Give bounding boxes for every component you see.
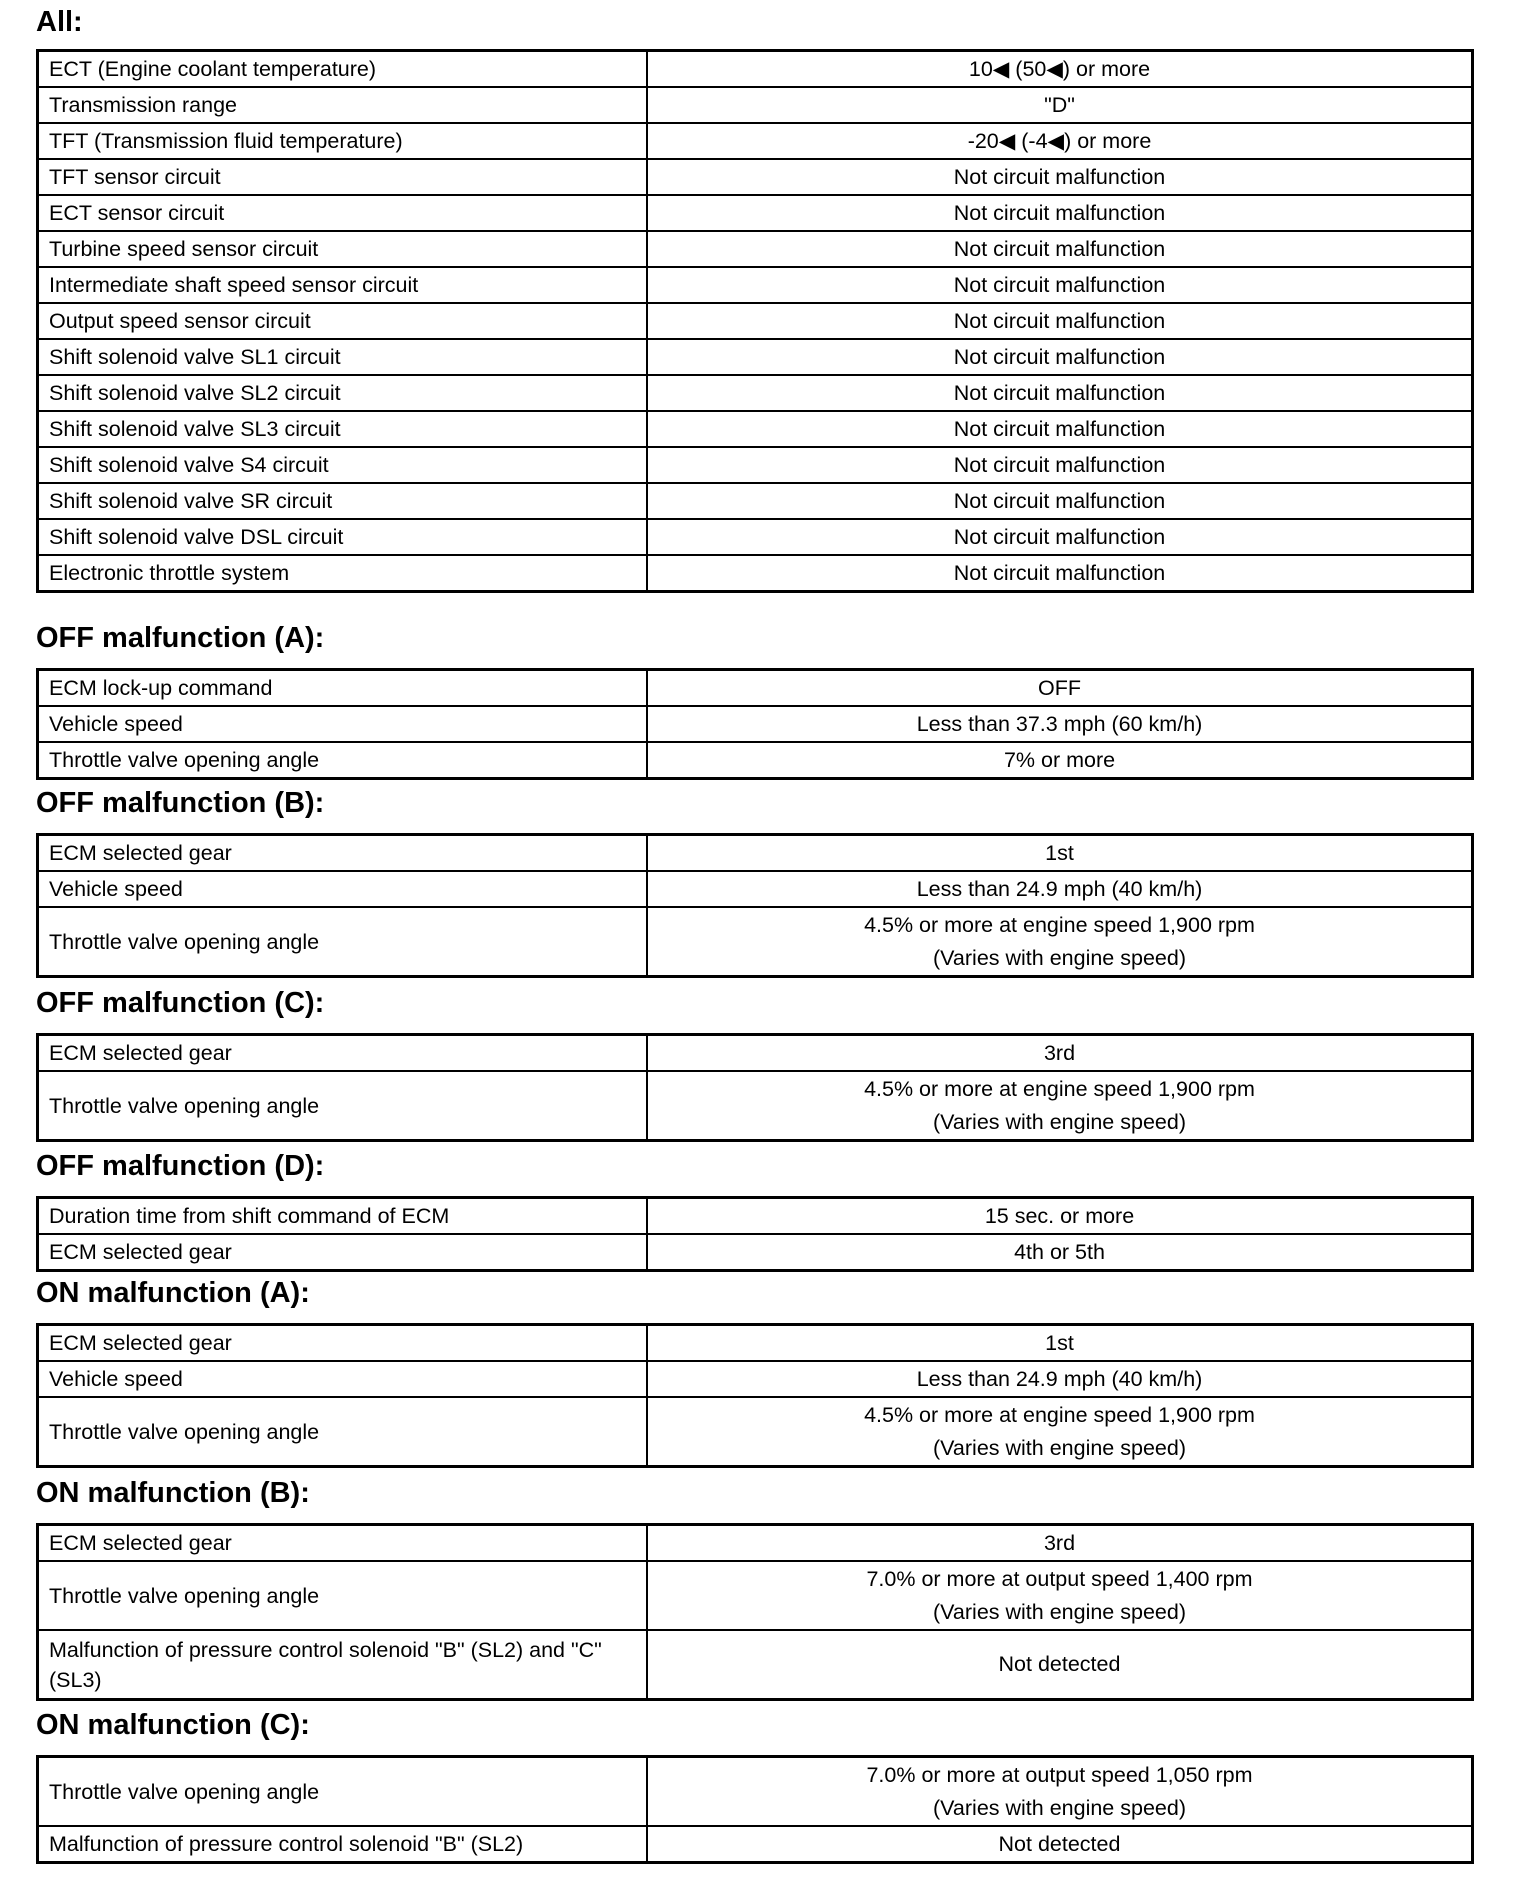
- table-row: [38, 1630, 1473, 1700]
- table-row: [38, 267, 1473, 303]
- row-value: 3rd: [647, 1525, 1473, 1562]
- row-label: ECM selected gear: [38, 1035, 648, 1072]
- section-heading: OFF malfunction (B):: [36, 787, 325, 819]
- row-label: Shift solenoid valve SL2 circuit: [38, 375, 648, 411]
- value-note: (Varies with engine speed): [933, 1109, 1186, 1134]
- row-value: Not detected: [647, 1826, 1473, 1863]
- row-value: [647, 907, 1473, 977]
- value-note: (Varies with engine speed): [933, 1599, 1186, 1624]
- row-value: 1st: [647, 1325, 1473, 1362]
- table-row: [38, 1198, 1473, 1235]
- table-row: [38, 87, 1473, 123]
- row-label: Shift solenoid valve DSL circuit: [38, 519, 648, 555]
- row-value: Not circuit malfunction: [647, 303, 1473, 339]
- row-value: 15 sec. or more: [647, 1198, 1473, 1235]
- table-row: [38, 231, 1473, 267]
- condition-table: [36, 1323, 1474, 1468]
- section-heading: ON malfunction (A):: [36, 1277, 310, 1309]
- value-note: (Varies with engine speed): [933, 1435, 1186, 1460]
- section-heading: OFF malfunction (C):: [36, 987, 325, 1019]
- table-row: [38, 51, 1473, 88]
- table-row: [38, 195, 1473, 231]
- row-label: TFT (Transmission fluid temperature): [38, 123, 648, 159]
- row-value: Not circuit malfunction: [647, 375, 1473, 411]
- table-row: [38, 670, 1473, 707]
- row-label: ECM lock-up command: [38, 670, 648, 707]
- row-value: [647, 1757, 1473, 1827]
- row-label: Throttle valve opening angle: [38, 1561, 648, 1630]
- table-row: [38, 1757, 1473, 1827]
- row-value: Not detected: [647, 1630, 1473, 1700]
- condition-table: [36, 668, 1474, 780]
- table-row: [38, 483, 1473, 519]
- row-label: Shift solenoid valve S4 circuit: [38, 447, 648, 483]
- row-label: Malfunction of pressure control solenoid "B" (SL2): [38, 1826, 648, 1863]
- row-value: Less than 37.3 mph (60 km/h): [647, 706, 1473, 742]
- table-row: [38, 519, 1473, 555]
- condition-table: [36, 1523, 1474, 1701]
- condition-table: [36, 49, 1474, 593]
- table-row: [38, 303, 1473, 339]
- row-value: Not circuit malfunction: [647, 519, 1473, 555]
- row-value: Not circuit malfunction: [647, 159, 1473, 195]
- row-value: Not circuit malfunction: [647, 195, 1473, 231]
- row-value: Not circuit malfunction: [647, 555, 1473, 592]
- condition-table: [36, 1033, 1474, 1142]
- row-label: Throttle valve opening angle: [38, 1071, 648, 1141]
- row-value: [647, 1397, 1473, 1467]
- row-value: Not circuit malfunction: [647, 231, 1473, 267]
- row-label: Transmission range: [38, 87, 648, 123]
- row-value: Not circuit malfunction: [647, 483, 1473, 519]
- value-line: 4.5% or more at engine speed 1,900 rpm: [864, 912, 1255, 937]
- value-line: 4.5% or more at engine speed 1,900 rpm: [864, 1076, 1255, 1101]
- table-row: [38, 1234, 1473, 1271]
- value-line: 7.0% or more at output speed 1,400 rpm: [866, 1566, 1253, 1591]
- condition-table: [36, 1196, 1474, 1272]
- table-row: [38, 1561, 1473, 1630]
- table-row: [38, 1525, 1473, 1562]
- table-row: [38, 447, 1473, 483]
- row-value: [647, 1071, 1473, 1141]
- row-value: Not circuit malfunction: [647, 267, 1473, 303]
- row-label: Shift solenoid valve SL1 circuit: [38, 339, 648, 375]
- table-row: [38, 1325, 1473, 1362]
- value-note: (Varies with engine speed): [933, 1795, 1186, 1820]
- row-label: Throttle valve opening angle: [38, 907, 648, 977]
- row-value: [647, 1561, 1473, 1630]
- table-row: [38, 339, 1473, 375]
- table-row: [38, 1071, 1473, 1141]
- row-label: Vehicle speed: [38, 1361, 648, 1397]
- condition-table: [36, 833, 1474, 978]
- row-value: Not circuit malfunction: [647, 447, 1473, 483]
- row-value: 10◀ (50◀) or more: [647, 51, 1473, 88]
- row-value: Not circuit malfunction: [647, 339, 1473, 375]
- row-label: Vehicle speed: [38, 871, 648, 907]
- row-value: Not circuit malfunction: [647, 411, 1473, 447]
- row-label: Duration time from shift command of ECM: [38, 1198, 648, 1235]
- table-row: [38, 706, 1473, 742]
- row-label: ECM selected gear: [38, 1525, 648, 1562]
- row-value: 1st: [647, 835, 1473, 872]
- row-label: Turbine speed sensor circuit: [38, 231, 648, 267]
- table-row: [38, 871, 1473, 907]
- row-value: -20◀ (-4◀) or more: [647, 123, 1473, 159]
- table-row: [38, 835, 1473, 872]
- row-label: Shift solenoid valve SL3 circuit: [38, 411, 648, 447]
- row-value: 7% or more: [647, 742, 1473, 779]
- row-value: Less than 24.9 mph (40 km/h): [647, 1361, 1473, 1397]
- table-row: [38, 159, 1473, 195]
- section-heading: ON malfunction (B):: [36, 1477, 310, 1509]
- row-label: Vehicle speed: [38, 706, 648, 742]
- table-row: [38, 1361, 1473, 1397]
- row-value: "D": [647, 87, 1473, 123]
- section-heading: OFF malfunction (A):: [36, 622, 325, 654]
- value-line: 7.0% or more at output speed 1,050 rpm: [866, 1762, 1253, 1787]
- row-label: ECT (Engine coolant temperature): [38, 51, 648, 88]
- table-row: [38, 742, 1473, 779]
- row-label: ECM selected gear: [38, 1234, 648, 1271]
- row-label: Throttle valve opening angle: [38, 1397, 648, 1467]
- row-label: ECM selected gear: [38, 1325, 648, 1362]
- table-row: [38, 1397, 1473, 1467]
- row-value: 4th or 5th: [647, 1234, 1473, 1271]
- section-heading: OFF malfunction (D):: [36, 1150, 325, 1182]
- row-label: Throttle valve opening angle: [38, 1757, 648, 1827]
- value-note: (Varies with engine speed): [933, 945, 1186, 970]
- condition-table: [36, 1755, 1474, 1864]
- row-value: 3rd: [647, 1035, 1473, 1072]
- row-label: ECM selected gear: [38, 835, 648, 872]
- row-label: Intermediate shaft speed sensor circuit: [38, 267, 648, 303]
- row-label: Malfunction of pressure control solenoid "B" (SL2) and "C" (SL3): [38, 1630, 648, 1700]
- row-label: Electronic throttle system: [38, 555, 648, 592]
- row-label: Output speed sensor circuit: [38, 303, 648, 339]
- table-row: [38, 1826, 1473, 1863]
- table-row: [38, 123, 1473, 159]
- row-label: TFT sensor circuit: [38, 159, 648, 195]
- section-heading: ON malfunction (C):: [36, 1709, 310, 1741]
- value-line: 4.5% or more at engine speed 1,900 rpm: [864, 1402, 1255, 1427]
- row-label: Shift solenoid valve SR circuit: [38, 483, 648, 519]
- table-row: [38, 907, 1473, 977]
- section-heading: All:: [36, 6, 83, 38]
- row-label: ECT sensor circuit: [38, 195, 648, 231]
- table-row: [38, 411, 1473, 447]
- table-row: [38, 375, 1473, 411]
- row-label: Throttle valve opening angle: [38, 742, 648, 779]
- table-row: [38, 1035, 1473, 1072]
- row-value: Less than 24.9 mph (40 km/h): [647, 871, 1473, 907]
- row-value: OFF: [647, 670, 1473, 707]
- table-row: [38, 555, 1473, 592]
